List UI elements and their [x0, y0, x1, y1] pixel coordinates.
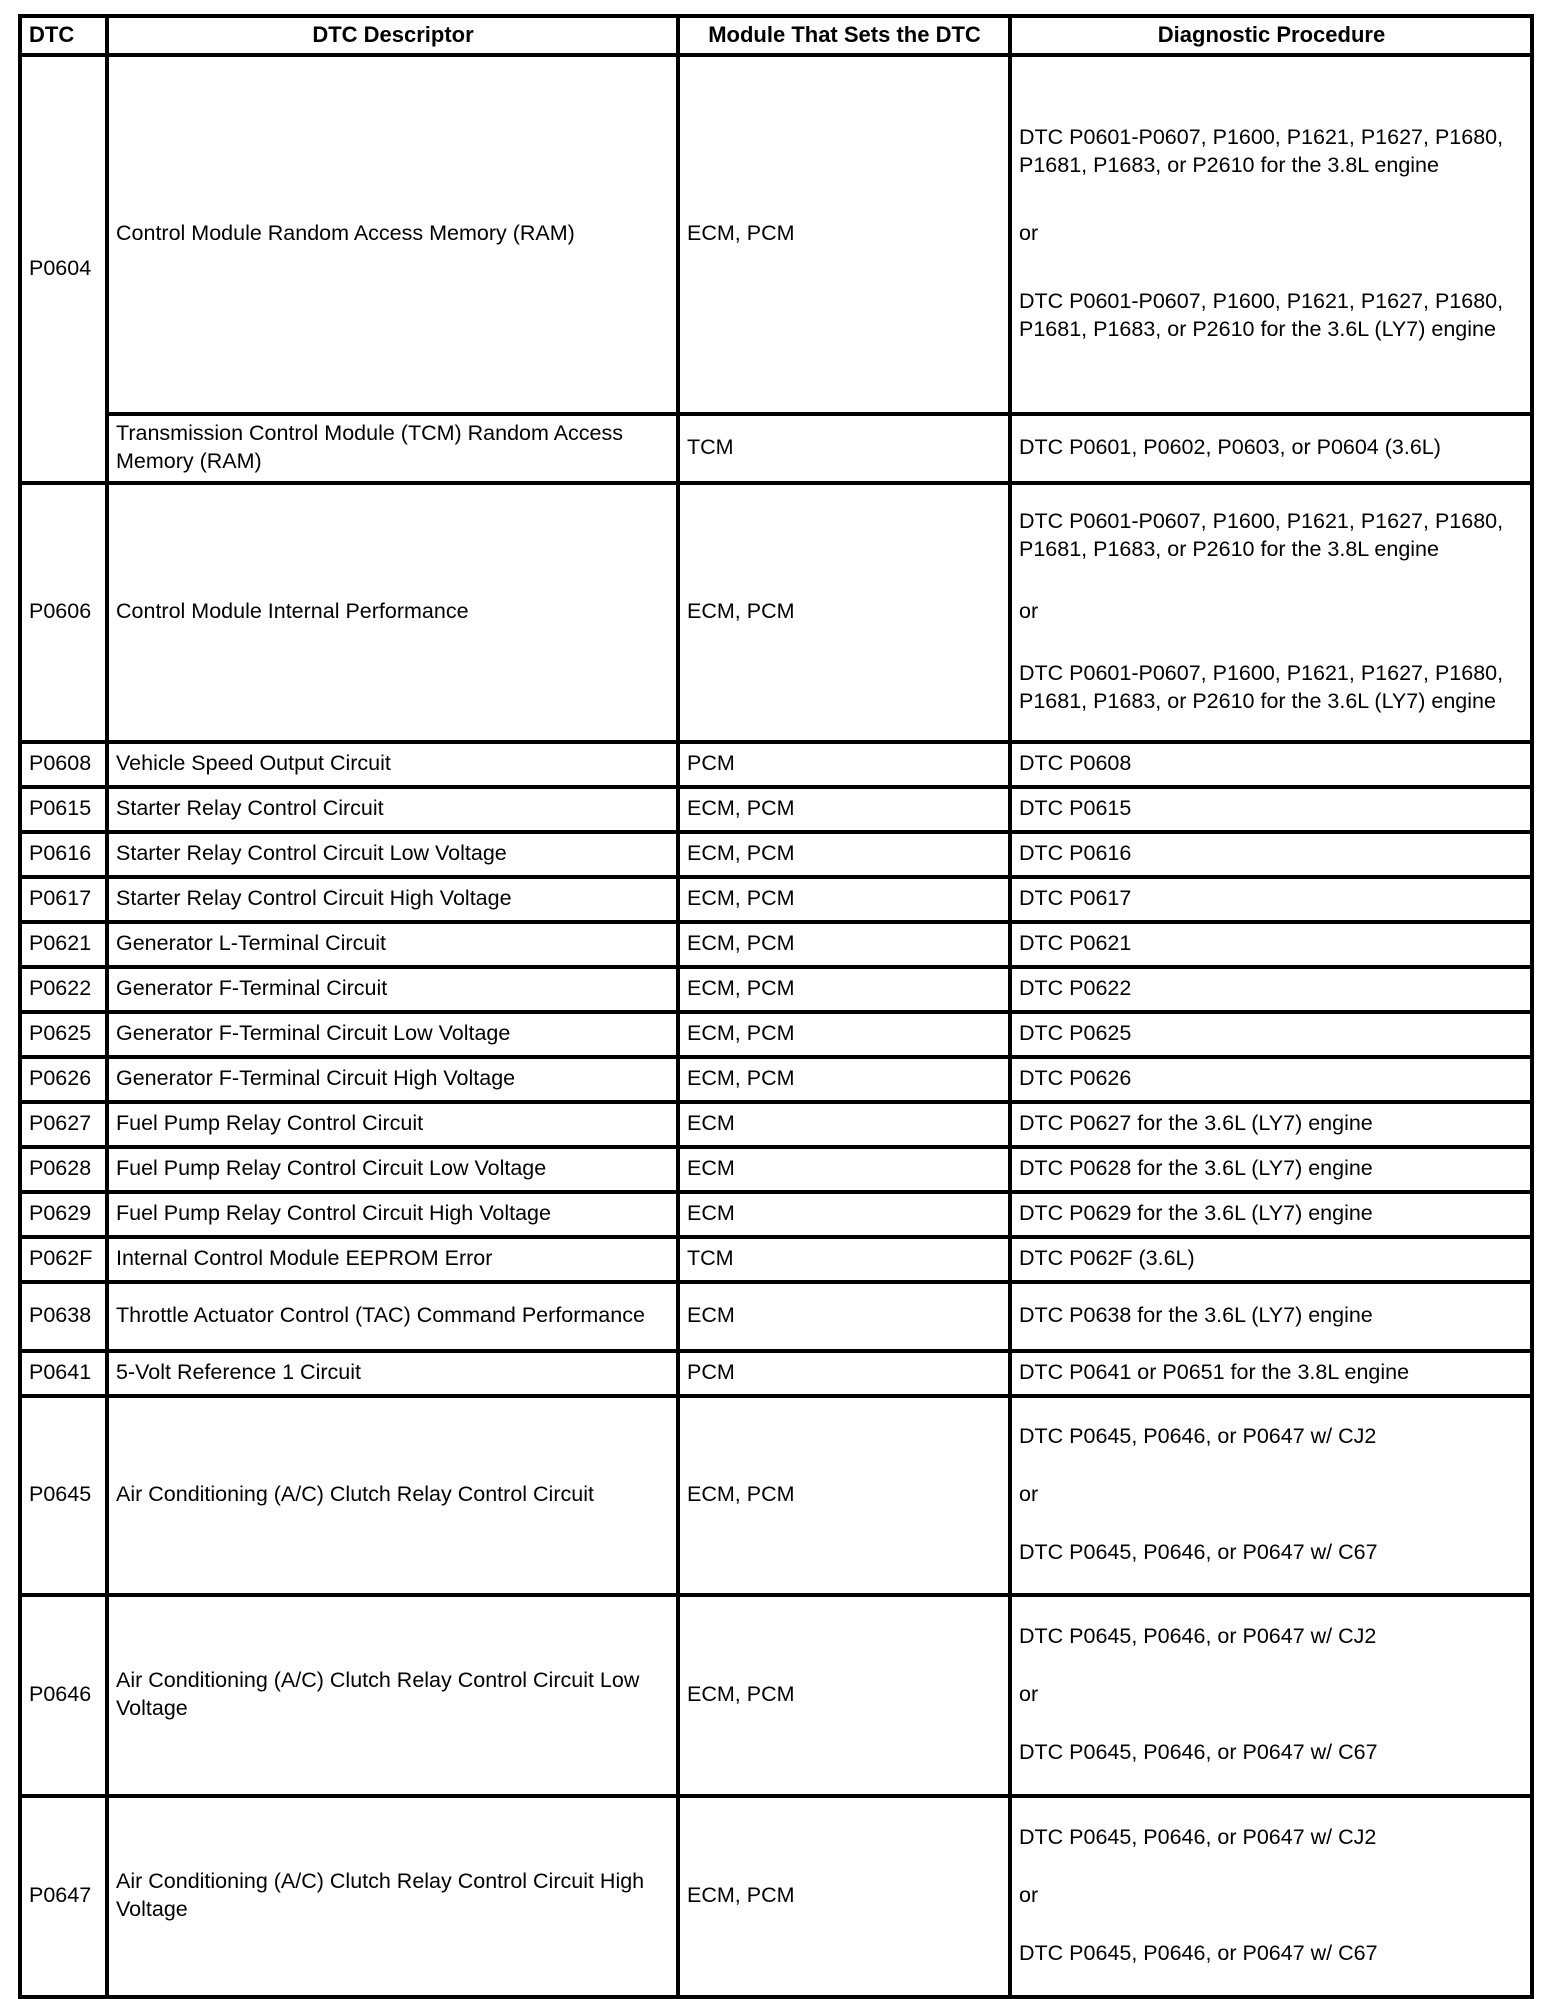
cell-descriptor: Generator F-Terminal Circuit Low Voltage	[107, 1012, 678, 1057]
cell-dtc-code: P0625	[20, 1012, 107, 1057]
cell-module: ECM	[678, 1147, 1010, 1192]
cell-module: ECM, PCM	[678, 1595, 1010, 1796]
procedure-conjunction: or	[1019, 1682, 1039, 1707]
cell-dtc-code: P062F	[20, 1237, 107, 1282]
cell-descriptor: Air Conditioning (A/C) Clutch Relay Control Circuit	[107, 1396, 678, 1595]
column-header-module: Module That Sets the DTC	[678, 16, 1010, 55]
cell-module: ECM, PCM	[678, 967, 1010, 1012]
procedure-spacer	[1019, 1451, 1524, 1481]
cell-module: TCM	[678, 414, 1010, 483]
cell-module: PCM	[678, 1351, 1010, 1396]
cell-descriptor: Control Module Internal Performance	[107, 483, 678, 742]
cell-diagnostic-procedure: DTC P0622	[1010, 967, 1532, 1012]
cell-descriptor: Control Module Random Access Memory (RAM)	[107, 55, 678, 414]
cell-diagnostic-procedure: DTC P0625	[1010, 1012, 1532, 1057]
dtc-diagnostic-table	[18, 14, 1534, 1999]
cell-module: TCM	[678, 1237, 1010, 1282]
cell-module: ECM, PCM	[678, 483, 1010, 742]
cell-diagnostic-procedure	[1010, 483, 1532, 742]
cell-diagnostic-procedure: DTC P0615	[1010, 787, 1532, 832]
procedure-conjunction: or	[1019, 1482, 1039, 1507]
cell-module: ECM, PCM	[678, 1396, 1010, 1595]
table-row	[20, 922, 1532, 967]
cell-dtc-code: P0641	[20, 1351, 107, 1396]
cell-dtc-code: P0629	[20, 1192, 107, 1237]
cell-module: ECM, PCM	[678, 1796, 1010, 1997]
procedure-line-2: DTC P0645, P0646, or P0647 w/ C67	[1019, 1539, 1378, 1564]
cell-diagnostic-procedure	[1010, 1796, 1532, 1997]
cell-descriptor: Generator F-Terminal Circuit	[107, 967, 678, 1012]
cell-dtc-code: P0638	[20, 1282, 107, 1351]
table-header	[20, 16, 1532, 55]
table-body	[20, 55, 1532, 1997]
cell-dtc-code: P0615	[20, 787, 107, 832]
procedure-spacer	[1019, 1709, 1524, 1739]
cell-diagnostic-procedure: DTC P0626	[1010, 1057, 1532, 1102]
cell-descriptor: Transmission Control Module (TCM) Random Access Memory (RAM)	[107, 414, 678, 483]
procedure-spacer	[1019, 626, 1524, 660]
table-row	[20, 787, 1532, 832]
cell-descriptor: Starter Relay Control Circuit Low Voltage	[107, 832, 678, 877]
table-row	[20, 1237, 1532, 1282]
table-row	[20, 1396, 1532, 1595]
cell-diagnostic-procedure: DTC P0608	[1010, 742, 1532, 787]
cell-module: ECM, PCM	[678, 1012, 1010, 1057]
procedure-line-1: DTC P0645, P0646, or P0647 w/ CJ2	[1019, 1424, 1377, 1449]
column-header-dtc-descriptor: DTC Descriptor	[107, 16, 678, 55]
table-row	[20, 1796, 1532, 1997]
cell-diagnostic-procedure	[1010, 55, 1532, 414]
table-row	[20, 1192, 1532, 1237]
cell-diagnostic-procedure: DTC P062F (3.6L)	[1010, 1237, 1532, 1282]
cell-diagnostic-procedure: DTC P0616	[1010, 832, 1532, 877]
cell-module: ECM, PCM	[678, 55, 1010, 414]
cell-descriptor: Air Conditioning (A/C) Clutch Relay Control Circuit High Voltage	[107, 1796, 678, 1997]
procedure-spacer	[1019, 1509, 1524, 1539]
cell-dtc-code: P0616	[20, 832, 107, 877]
procedure-line-2: DTC P0601-P0607, P1600, P1621, P1627, P1680, P1681, P1683, or P2610 for the 3.6L (LY7) engine	[1019, 660, 1504, 713]
cell-module: PCM	[678, 742, 1010, 787]
cell-dtc-code: P0627	[20, 1102, 107, 1147]
procedure-spacer	[1019, 1910, 1524, 1940]
table-row	[20, 832, 1532, 877]
cell-dtc-code: P0647	[20, 1796, 107, 1997]
cell-diagnostic-procedure: DTC P0638 for the 3.6L (LY7) engine	[1010, 1282, 1532, 1351]
cell-dtc-code: P0645	[20, 1396, 107, 1595]
cell-module: ECM	[678, 1192, 1010, 1237]
cell-descriptor: Throttle Actuator Control (TAC) Command Performance	[107, 1282, 678, 1351]
table-row	[20, 1595, 1532, 1796]
procedure-spacer	[1019, 180, 1524, 220]
cell-dtc-code: P0608	[20, 742, 107, 787]
procedure-line-1: DTC P0645, P0646, or P0647 w/ CJ2	[1019, 1825, 1377, 1850]
cell-descriptor: Starter Relay Control Circuit	[107, 787, 678, 832]
cell-descriptor: Fuel Pump Relay Control Circuit	[107, 1102, 678, 1147]
procedure-line-1: DTC P0601-P0607, P1600, P1621, P1627, P1680, P1681, P1683, or P2610 for the 3.8L engine	[1019, 509, 1504, 562]
procedure-spacer	[1019, 248, 1524, 288]
procedure-line-2: DTC P0645, P0646, or P0647 w/ C67	[1019, 1940, 1378, 1965]
procedure-line-1: DTC P0601-P0607, P1600, P1621, P1627, P1680, P1681, P1683, or P2610 for the 3.8L engine	[1019, 125, 1504, 178]
table-row	[20, 1351, 1532, 1396]
cell-descriptor: Generator F-Terminal Circuit High Voltage	[107, 1057, 678, 1102]
cell-dtc-code: P0621	[20, 922, 107, 967]
cell-diagnostic-procedure: DTC P0601, P0602, P0603, or P0604 (3.6L)	[1010, 414, 1532, 483]
cell-module: ECM	[678, 1282, 1010, 1351]
procedure-spacer	[1019, 1651, 1524, 1681]
table-row	[20, 1282, 1532, 1351]
cell-descriptor: Starter Relay Control Circuit High Voltage	[107, 877, 678, 922]
cell-descriptor: 5-Volt Reference 1 Circuit	[107, 1351, 678, 1396]
cell-module: ECM, PCM	[678, 877, 1010, 922]
table-row	[20, 414, 1532, 483]
column-header-diagnostic-procedure: Diagnostic Procedure	[1010, 16, 1532, 55]
procedure-conjunction: or	[1019, 599, 1039, 624]
cell-diagnostic-procedure: DTC P0628 for the 3.6L (LY7) engine	[1010, 1147, 1532, 1192]
table-row	[20, 967, 1532, 1012]
table-header-row	[20, 16, 1532, 55]
cell-descriptor: Fuel Pump Relay Control Circuit Low Voltage	[107, 1147, 678, 1192]
cell-descriptor: Vehicle Speed Output Circuit	[107, 742, 678, 787]
cell-module: ECM, PCM	[678, 787, 1010, 832]
cell-dtc-code: P0628	[20, 1147, 107, 1192]
cell-diagnostic-procedure: DTC P0621	[1010, 922, 1532, 967]
cell-diagnostic-procedure: DTC P0641 or P0651 for the 3.8L engine	[1010, 1351, 1532, 1396]
cell-diagnostic-procedure	[1010, 1595, 1532, 1796]
cell-diagnostic-procedure: DTC P0629 for the 3.6L (LY7) engine	[1010, 1192, 1532, 1237]
procedure-spacer	[1019, 564, 1524, 598]
cell-dtc-code: P0626	[20, 1057, 107, 1102]
cell-dtc-code: P0646	[20, 1595, 107, 1796]
cell-descriptor: Internal Control Module EEPROM Error	[107, 1237, 678, 1282]
procedure-spacer	[1019, 1852, 1524, 1882]
cell-dtc-code: P0622	[20, 967, 107, 1012]
cell-dtc-code: P0617	[20, 877, 107, 922]
column-header-dtc: DTC	[20, 16, 107, 55]
cell-dtc-code: P0604	[20, 55, 107, 483]
cell-module: ECM	[678, 1102, 1010, 1147]
table-row	[20, 55, 1532, 414]
table-row	[20, 877, 1532, 922]
table-row	[20, 742, 1532, 787]
table-row	[20, 1012, 1532, 1057]
cell-descriptor: Fuel Pump Relay Control Circuit High Voltage	[107, 1192, 678, 1237]
cell-module: ECM, PCM	[678, 922, 1010, 967]
table-row	[20, 1102, 1532, 1147]
table-row	[20, 483, 1532, 742]
cell-dtc-code: P0606	[20, 483, 107, 742]
procedure-conjunction: or	[1019, 1883, 1039, 1908]
cell-descriptor: Generator L-Terminal Circuit	[107, 922, 678, 967]
cell-diagnostic-procedure	[1010, 1396, 1532, 1595]
table-row	[20, 1057, 1532, 1102]
cell-diagnostic-procedure: DTC P0627 for the 3.6L (LY7) engine	[1010, 1102, 1532, 1147]
procedure-line-2: DTC P0645, P0646, or P0647 w/ C67	[1019, 1739, 1378, 1764]
procedure-line-1: DTC P0645, P0646, or P0647 w/ CJ2	[1019, 1624, 1377, 1649]
table-row	[20, 1147, 1532, 1192]
procedure-conjunction: or	[1019, 221, 1039, 246]
procedure-line-2: DTC P0601-P0607, P1600, P1621, P1627, P1680, P1681, P1683, or P2610 for the 3.6L (LY7) engine	[1019, 288, 1504, 341]
cell-module: ECM, PCM	[678, 1057, 1010, 1102]
cell-module: ECM, PCM	[678, 832, 1010, 877]
cell-diagnostic-procedure: DTC P0617	[1010, 877, 1532, 922]
cell-descriptor: Air Conditioning (A/C) Clutch Relay Control Circuit Low Voltage	[107, 1595, 678, 1796]
